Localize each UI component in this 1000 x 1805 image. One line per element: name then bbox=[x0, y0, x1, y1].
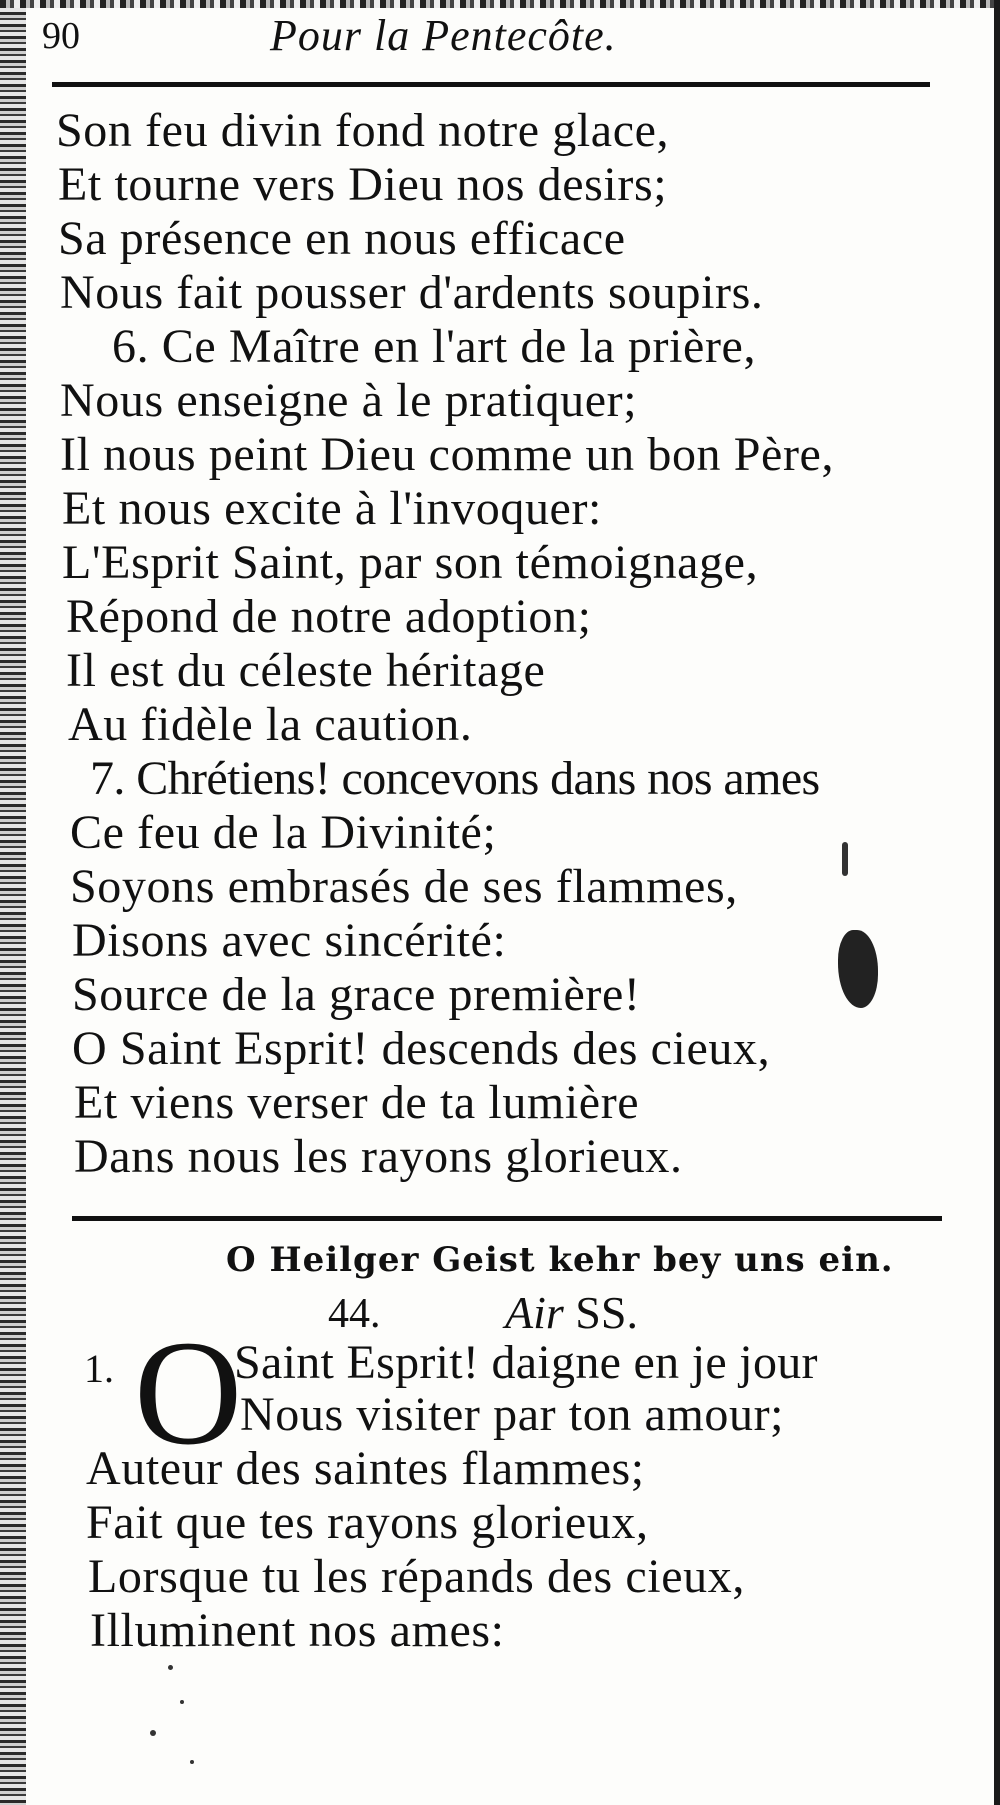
verse-line: Répond de notre adoption; bbox=[66, 590, 592, 643]
ink-speck bbox=[180, 1700, 184, 1704]
air-word: Air bbox=[505, 1287, 564, 1338]
hymn-line: Nous visiter par ton amour; bbox=[240, 1388, 785, 1441]
verse-line: 7. Chrétiens! concevons dans nos ames bbox=[90, 752, 820, 805]
verse-line: Et tourne vers Dieu nos desirs; bbox=[58, 158, 668, 211]
ink-mark bbox=[842, 842, 848, 876]
hymn-line: Lorsque tu les répands des cieux, bbox=[88, 1550, 745, 1603]
verse-line: L'Esprit Saint, par son témoignage, bbox=[62, 536, 759, 589]
hymn-line: Fait que tes rayons glorieux, bbox=[86, 1496, 649, 1549]
page-binding-edge bbox=[0, 0, 26, 1805]
verse-line: Son feu divin fond notre glace, bbox=[56, 104, 670, 157]
hymn-number: 44. bbox=[328, 1291, 381, 1337]
air-code: SS. bbox=[575, 1287, 638, 1338]
ink-speck bbox=[150, 1730, 156, 1736]
page-number: 90 bbox=[42, 15, 80, 57]
verse-line: Et nous excite à l'invoquer: bbox=[62, 482, 602, 535]
page-right-edge bbox=[994, 0, 1000, 1805]
verse-line: Ce feu de la Divinité; bbox=[70, 806, 497, 859]
verse-line: Nous fait pousser d'ardents soupirs. bbox=[60, 266, 764, 319]
verse-line: Source de la grace première! bbox=[72, 968, 641, 1021]
header-rule bbox=[52, 82, 930, 87]
verse-line: Soyons embrasés de ses flammes, bbox=[70, 860, 738, 913]
ink-speck bbox=[168, 1665, 173, 1670]
verse-line: Au fidèle la caution. bbox=[68, 698, 473, 751]
verse-line: Disons avec sincérité: bbox=[72, 914, 507, 967]
verse-line: 6. Ce Maître en l'art de la prière, bbox=[112, 320, 757, 373]
verse-line: Sa présence en nous efficace bbox=[58, 212, 626, 265]
verse-line: Il nous peint Dieu comme un bon Père, bbox=[60, 428, 835, 481]
verse-line: O Saint Esprit! descends des cieux, bbox=[72, 1022, 771, 1075]
running-title: Pour la Pentecôte. bbox=[270, 11, 617, 60]
hymn-subheading: O Heilger Geist kehr bey uns ein. bbox=[226, 1240, 894, 1280]
ink-blot bbox=[838, 930, 878, 1008]
section-rule bbox=[72, 1216, 942, 1221]
page-header bbox=[40, 10, 940, 68]
hymn-line: Saint Esprit! daigne en je jour bbox=[234, 1336, 818, 1389]
verse-line: Il est du céleste héritage bbox=[66, 644, 546, 697]
hymn-line: Illuminent nos ames: bbox=[90, 1604, 505, 1657]
air-label bbox=[505, 1286, 638, 1339]
verse-line: Dans nous les rayons glorieux. bbox=[74, 1130, 683, 1183]
verse-line: Nous enseigne à le pratiquer; bbox=[60, 374, 638, 427]
hymn-line: Auteur des saintes flammes; bbox=[86, 1442, 645, 1495]
ink-speck bbox=[190, 1760, 194, 1764]
drop-cap: O bbox=[134, 1310, 243, 1476]
page-top-edge bbox=[0, 0, 1000, 8]
stanza-number: 1. bbox=[84, 1346, 114, 1391]
verse-line: Et viens verser de ta lumière bbox=[74, 1076, 640, 1129]
